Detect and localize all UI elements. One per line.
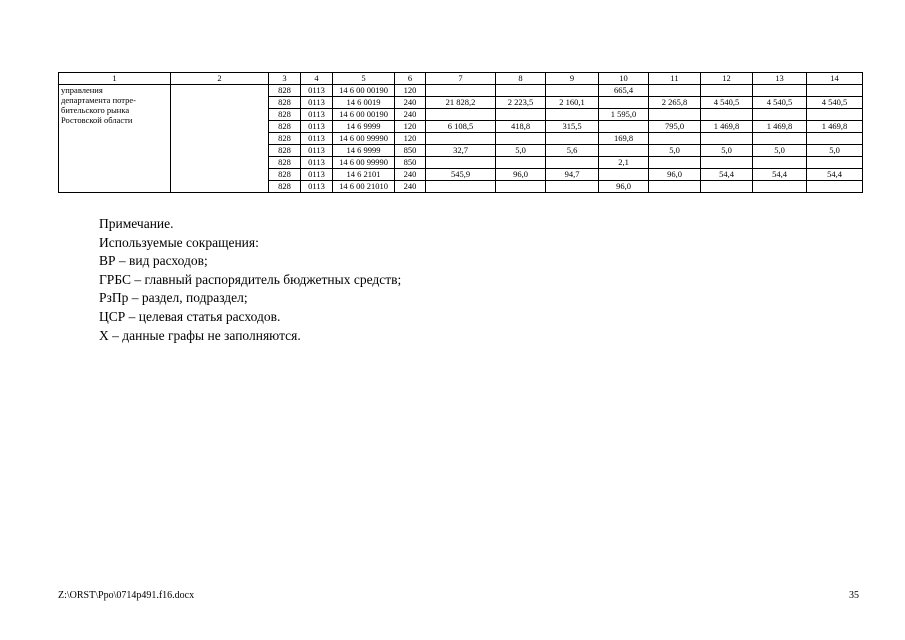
table-cell: 828 bbox=[269, 109, 301, 121]
table-cell bbox=[496, 85, 546, 97]
table-cell: 4 540,5 bbox=[753, 97, 807, 109]
table-cell bbox=[753, 133, 807, 145]
recipient-name-line: Ростовской области bbox=[61, 115, 133, 125]
note-line: ВР – вид расходов; bbox=[99, 253, 208, 269]
table-cell: 0113 bbox=[301, 157, 333, 169]
table-cell: 120 bbox=[395, 85, 426, 97]
notes-section bbox=[99, 215, 401, 345]
table-cell: 240 bbox=[395, 109, 426, 121]
table-cell: 828 bbox=[269, 181, 301, 193]
table-cell bbox=[701, 109, 753, 121]
table-cell: 850 bbox=[395, 145, 426, 157]
table-cell: 14 6 9999 bbox=[333, 145, 395, 157]
column-header: 8 bbox=[496, 73, 546, 85]
table-cell bbox=[426, 157, 496, 169]
table-cell bbox=[649, 181, 701, 193]
table-cell bbox=[599, 169, 649, 181]
table-cell: 1 469,8 bbox=[753, 121, 807, 133]
table-cell: 0113 bbox=[301, 121, 333, 133]
table-cell bbox=[807, 109, 863, 121]
table-cell: 94,7 bbox=[546, 169, 599, 181]
table-cell: 665,4 bbox=[599, 85, 649, 97]
note-line: РзПр – раздел, подраздел; bbox=[99, 290, 248, 306]
table-cell bbox=[599, 121, 649, 133]
page-number: 35 bbox=[849, 590, 859, 601]
table-cell: 14 6 00 00190 bbox=[333, 109, 395, 121]
table-cell bbox=[496, 109, 546, 121]
table-cell: 828 bbox=[269, 97, 301, 109]
table-cell bbox=[649, 85, 701, 97]
column-header: 14 bbox=[807, 73, 863, 85]
table-cell bbox=[426, 181, 496, 193]
table-cell: 2 223,5 bbox=[496, 97, 546, 109]
table-row bbox=[59, 85, 863, 97]
column-header: 4 bbox=[301, 73, 333, 85]
table-cell bbox=[701, 133, 753, 145]
table-cell bbox=[649, 109, 701, 121]
recipient-name-line: департамента потре- bbox=[61, 95, 136, 105]
table-cell: 5,6 bbox=[546, 145, 599, 157]
note-line: Х – данные графы не заполняются. bbox=[99, 327, 301, 343]
table-cell: 828 bbox=[269, 85, 301, 97]
table-cell bbox=[701, 181, 753, 193]
table-cell: 2 160,1 bbox=[546, 97, 599, 109]
table-cell: 0113 bbox=[301, 181, 333, 193]
column-header: 11 bbox=[649, 73, 701, 85]
table-cell: 315,5 bbox=[546, 121, 599, 133]
table-cell bbox=[546, 181, 599, 193]
note-line: Используемые сокращения: bbox=[99, 234, 259, 250]
table-cell bbox=[701, 85, 753, 97]
budget-table bbox=[58, 72, 863, 193]
footer-file-path: Z:\ORST\Ppo\0714p491.f16.docx bbox=[58, 590, 195, 601]
table-cell: 0113 bbox=[301, 85, 333, 97]
table-cell: 14 6 00 21010 bbox=[333, 181, 395, 193]
table-cell: 5,0 bbox=[753, 145, 807, 157]
column-header: 1 bbox=[59, 73, 171, 85]
column-header: 10 bbox=[599, 73, 649, 85]
table-cell: 54,4 bbox=[753, 169, 807, 181]
table-cell: 0113 bbox=[301, 145, 333, 157]
table-cell: 545,9 bbox=[426, 169, 496, 181]
table-cell bbox=[426, 133, 496, 145]
table-cell bbox=[546, 85, 599, 97]
table-cell: 828 bbox=[269, 169, 301, 181]
column-header: 13 bbox=[753, 73, 807, 85]
table-cell: 1 595,0 bbox=[599, 109, 649, 121]
table-cell: 32,7 bbox=[426, 145, 496, 157]
table-cell: 14 6 0019 bbox=[333, 97, 395, 109]
table-cell: 14 6 2101 bbox=[333, 169, 395, 181]
table-cell bbox=[753, 109, 807, 121]
table-cell: 2 265,8 bbox=[649, 97, 701, 109]
table-cell: 828 bbox=[269, 133, 301, 145]
table-cell: 14 6 00 00190 bbox=[333, 85, 395, 97]
table-cell bbox=[426, 85, 496, 97]
table-cell bbox=[807, 157, 863, 169]
table-cell: 169,8 bbox=[599, 133, 649, 145]
table-cell: 120 bbox=[395, 133, 426, 145]
table-cell bbox=[496, 181, 546, 193]
table-cell bbox=[496, 133, 546, 145]
table-cell bbox=[807, 85, 863, 97]
table-cell: 96,0 bbox=[599, 181, 649, 193]
column-header: 2 bbox=[171, 73, 269, 85]
table-cell bbox=[426, 109, 496, 121]
table-cell: 96,0 bbox=[496, 169, 546, 181]
table-cell: 0113 bbox=[301, 97, 333, 109]
table-cell: 54,4 bbox=[807, 169, 863, 181]
table-cell: 0113 bbox=[301, 133, 333, 145]
table-cell: 5,0 bbox=[649, 145, 701, 157]
note-line: ГРБС – главный распорядитель бюджетных средств; bbox=[99, 271, 402, 287]
table-cell: 828 bbox=[269, 121, 301, 133]
column-2-cell bbox=[171, 85, 269, 193]
table-cell: 14 6 00 99990 bbox=[333, 133, 395, 145]
table-cell: 240 bbox=[395, 169, 426, 181]
table-cell: 240 bbox=[395, 97, 426, 109]
column-header: 9 bbox=[546, 73, 599, 85]
table-cell bbox=[753, 157, 807, 169]
table-cell bbox=[701, 157, 753, 169]
table-cell: 795,0 bbox=[649, 121, 701, 133]
column-header: 7 bbox=[426, 73, 496, 85]
table-cell: 828 bbox=[269, 145, 301, 157]
table-cell: 2,1 bbox=[599, 157, 649, 169]
column-header: 6 bbox=[395, 73, 426, 85]
recipient-name-line: управления bbox=[61, 85, 103, 95]
table-cell: 120 bbox=[395, 121, 426, 133]
table-cell: 1 469,8 bbox=[807, 121, 863, 133]
table-cell bbox=[599, 97, 649, 109]
table-cell: 6 108,5 bbox=[426, 121, 496, 133]
table-cell bbox=[753, 181, 807, 193]
table-cell bbox=[546, 109, 599, 121]
notes-heading: Примечание. bbox=[99, 216, 174, 231]
table-cell: 14 6 9999 bbox=[333, 121, 395, 133]
note-line: ЦСР – целевая статья расходов. bbox=[99, 308, 281, 324]
table-cell: 0113 bbox=[301, 169, 333, 181]
table-header-row bbox=[59, 73, 863, 85]
table-cell: 5,0 bbox=[701, 145, 753, 157]
table-cell: 828 bbox=[269, 157, 301, 169]
table-cell: 4 540,5 bbox=[807, 97, 863, 109]
column-header: 12 bbox=[701, 73, 753, 85]
table-cell bbox=[496, 157, 546, 169]
table-cell bbox=[753, 85, 807, 97]
table-cell: 4 540,5 bbox=[701, 97, 753, 109]
table-cell: 96,0 bbox=[649, 169, 701, 181]
table-cell: 54,4 bbox=[701, 169, 753, 181]
table-cell: 240 bbox=[395, 181, 426, 193]
table-cell: 1 469,8 bbox=[701, 121, 753, 133]
table-cell: 850 bbox=[395, 157, 426, 169]
column-header: 3 bbox=[269, 73, 301, 85]
table-cell: 418,8 bbox=[496, 121, 546, 133]
table-cell: 0113 bbox=[301, 109, 333, 121]
table-cell bbox=[546, 157, 599, 169]
table-cell bbox=[649, 157, 701, 169]
table-cell: 5,0 bbox=[807, 145, 863, 157]
table-cell: 5,0 bbox=[496, 145, 546, 157]
recipient-name-line: бительского рынка bbox=[61, 105, 130, 115]
table-cell bbox=[649, 133, 701, 145]
table-cell: 14 6 00 99990 bbox=[333, 157, 395, 169]
table-cell bbox=[599, 145, 649, 157]
table-cell: 21 828,2 bbox=[426, 97, 496, 109]
recipient-name-cell bbox=[59, 85, 171, 193]
table-cell bbox=[807, 181, 863, 193]
table-cell bbox=[807, 133, 863, 145]
table-cell bbox=[546, 133, 599, 145]
column-header: 5 bbox=[333, 73, 395, 85]
